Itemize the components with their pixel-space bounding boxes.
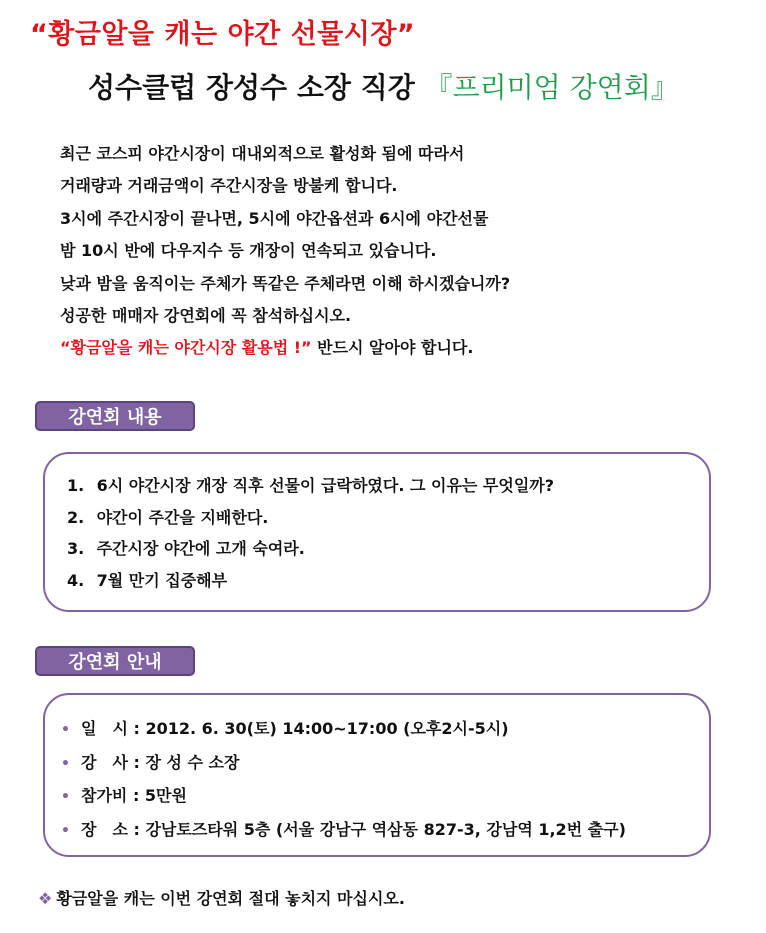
main-title: “황금알을 캐는 야간 선물시장” [30,19,416,50]
list-item-text: 7월 만기 집중해부 [96,570,228,590]
intro-line: 낮과 밤을 움직이는 주체가 똑같은 주체라면 이해 하시겠습니까? [60,273,511,293]
intro-line: 거래량과 거래금액이 주간시장을 방불케 합니다. [60,176,398,196]
guide-item-venue [61,814,626,848]
intro-highlight: “황금알을 캐는 야간시장 활용법 !” [60,338,312,358]
intro-line: 3시에 주간시장이 끝나면, 5시에 야간옵션과 6시에 야간선물 [60,208,489,228]
subtitle-text: 성수클럽 장성수 소장 직강 [88,71,415,104]
intro-line: 최근 코스피 야간시장이 대내외적으로 활성화 됨에 따라서 [60,144,465,163]
guide-item-fee [61,780,626,814]
intro-line: 밤 10시 반에 다우지수 등 개장이 연속되고 있습니다. [60,241,437,261]
guide-item-text: 장 소 : 강남토즈타워 5층 (서울 강남구 역삼동 827-3, 강남역 1,2번 출구) [81,819,626,839]
list-item [67,470,554,502]
list-item [67,533,554,565]
guide-box [43,693,711,857]
list-item-text: 주간시장 야간에 고개 숙여라. [96,539,305,558]
content-list [67,470,554,596]
guide-list [61,713,626,847]
footer-text: 황금알을 캐는 이번 강연회 절대 놓치지 마십시오. [56,889,405,908]
diamond-icon: ❖ [38,889,53,908]
list-item [67,502,554,534]
guide-item-text: 참가비 : 5만원 [81,786,187,805]
intro-highlight-line [60,332,750,364]
bullet-icon: • [61,789,70,805]
intro-text [60,138,750,365]
footer-note [38,886,405,909]
content-box [43,452,711,612]
guide-item-text: 일 시 : 2012. 6. 30(토) 14:00~17:00 (오후2시-5시) [81,719,509,738]
subtitle [88,66,679,106]
content-section-label: 강연회 내용 [35,401,195,431]
intro-highlight-suffix: 반드시 알아야 합니다. [311,338,474,358]
bullet-icon: • [61,722,70,738]
intro-line: 성공한 매매자 강연회에 꼭 참석하십시오. [60,306,352,326]
list-item-text: 6시 야간시장 개장 직후 선물이 급락하였다. 그 이유는 무엇일까? [96,476,555,495]
list-item-number: 1. [67,476,85,495]
list-item-text: 야간이 주간을 지배한다. [96,507,269,527]
guide-item-speaker [61,747,626,781]
guide-item-text: 강 사 : 장 성 수 소장 [81,752,240,772]
guide-item-date [61,713,626,747]
bullet-icon: • [61,755,70,772]
guide-section-label: 강연회 안내 [35,646,195,676]
subtitle-highlight: 『프리미엄 강연회』 [424,71,679,104]
bullet-icon: • [61,822,70,839]
list-item [67,565,554,597]
list-item-number: 4. [67,570,85,590]
list-item-number: 2. [67,507,85,527]
list-item-number: 3. [67,539,85,558]
